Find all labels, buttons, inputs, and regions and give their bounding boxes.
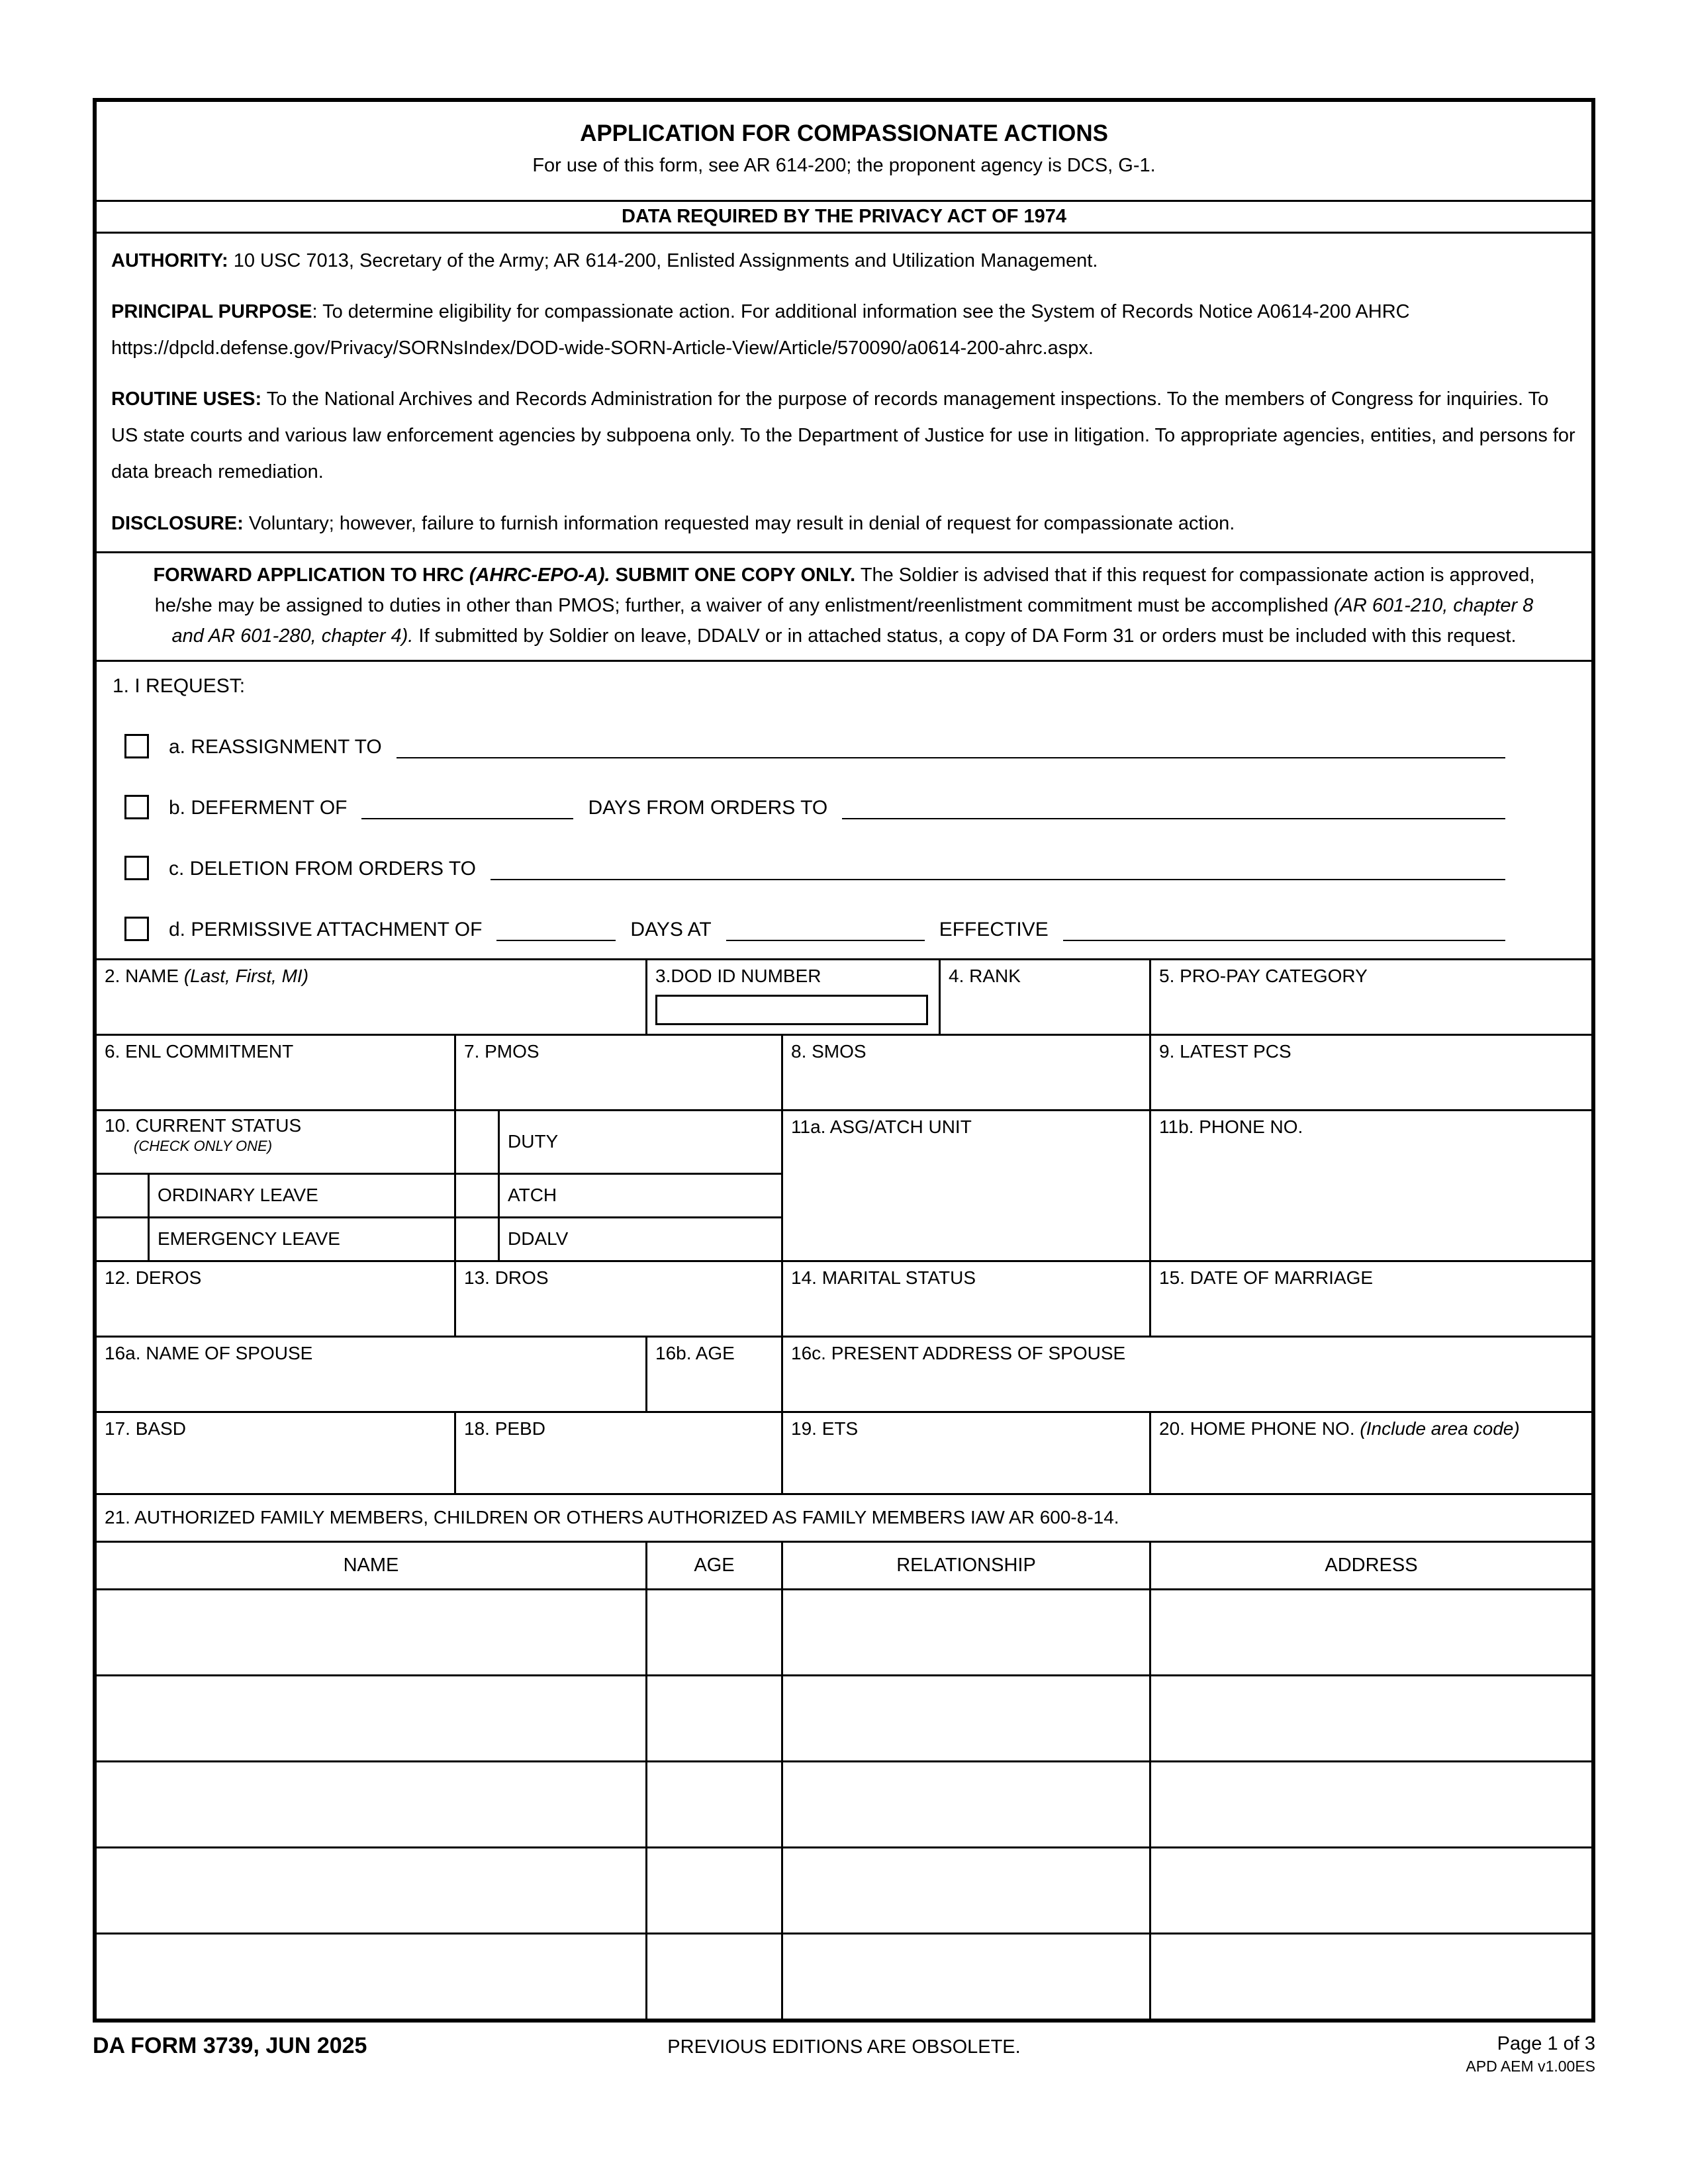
deferment-orders-to-input[interactable] [842,796,1505,819]
page-footer [93,2033,1595,2075]
family-name-cell[interactable] [97,1676,645,1760]
status-atch-label: ATCH [498,1175,781,1216]
deletion-orders-to-input[interactable] [491,856,1505,880]
deferment-label: b. DEFERMENT OF [169,796,348,819]
check-only-one-label: (CHECK ONLY ONE) [134,1137,273,1154]
status-duty-checkbox[interactable] [454,1111,498,1173]
status-row-emergency-ddalv [97,1216,781,1260]
deros-field[interactable] [97,1262,454,1336]
family-age-cell[interactable] [645,1848,781,1933]
status-ddalv-label: DDALV [498,1218,781,1260]
privacy-act-banner: DATA REQUIRED BY THE PRIVACY ACT OF 1974 [97,200,1591,232]
row-spouse [97,1336,1591,1411]
principal-purpose-label: PRINCIPAL PURPOSE [111,301,312,323]
family-address-cell[interactable] [1149,1762,1591,1846]
row-name-rank [97,958,1591,1034]
routine-uses-label: ROUTINE USES: [111,388,262,410]
status-emergency-leave-label: EMERGENCY LEAVE [148,1218,454,1260]
home-phone-field[interactable] [1149,1413,1591,1493]
family-col-address: ADDRESS [1149,1543,1591,1588]
deferment-checkbox[interactable] [124,795,149,819]
family-name-cell[interactable] [97,1934,645,2019]
form-subtitle: For use of this form, see AR 614-200; the proponent agency is DCS, G-1. [532,155,1156,176]
status-row-duty [97,1111,781,1173]
obsolete-note: PREVIOUS EDITIONS ARE OBSOLETE. [667,2036,1021,2058]
disclosure-statement [111,506,1577,542]
apd-version: APD AEM v1.00ES [1466,2057,1596,2075]
family-relationship-cell[interactable] [781,1848,1149,1933]
deferment-orders-label: DAYS FROM ORDERS TO [588,796,828,819]
name-field[interactable] [97,960,645,1034]
pro-pay-field[interactable] [1149,960,1591,1034]
family-members-label: 21. AUTHORIZED FAMILY MEMBERS, CHILDREN OR OTHERS AUTHORIZED AS FAMILY MEMBERS IAW AR 600-8-14. [105,1507,1119,1528]
pro-pay-label: 5. PRO-PAY CATEGORY [1159,965,1368,986]
home-phone-label: 20. HOME PHONE NO. [1159,1418,1360,1439]
smos-field[interactable] [781,1036,1149,1109]
spouse-age-field[interactable] [645,1338,781,1411]
forward-italic: (AR 601-210, chapter 8 and AR 601-280, chapter 4). [171,595,1534,647]
row-current-status [97,1109,1591,1260]
row-basd-phone [97,1411,1591,1493]
spouse-name-label: 16a. NAME OF SPOUSE [105,1342,313,1363]
asg-atch-unit-label: 11a. ASG/ATCH UNIT [791,1116,972,1137]
basd-field[interactable] [97,1413,454,1493]
request-row-b [124,795,1505,819]
family-relationship-cell[interactable] [781,1934,1149,2019]
family-col-relationship: RELATIONSHIP [781,1543,1149,1588]
family-address-cell[interactable] [1149,1590,1591,1674]
pebd-field[interactable] [454,1413,781,1493]
request-row-c [124,856,1505,880]
pebd-label: 18. PEBD [464,1418,545,1439]
marital-status-label: 14. MARITAL STATUS [791,1267,976,1288]
row-enl-pcs [97,1034,1591,1109]
reassignment-to-input[interactable] [397,735,1505,758]
family-table-row [97,1846,1591,1933]
dros-label: 13. DROS [464,1267,549,1288]
family-address-cell[interactable] [1149,1848,1591,1933]
family-table-row [97,1588,1591,1674]
footer-right [1094,2033,1595,2075]
pmos-label: 7. PMOS [464,1040,539,1062]
family-col-age: AGE [645,1543,781,1588]
current-status-block [97,1111,781,1260]
family-name-cell[interactable] [97,1848,645,1933]
reassignment-label: a. REASSIGNMENT TO [169,735,382,758]
authority-text: 10 USC 7013, Secretary of the Army; AR 614-200, Enlisted Assignments and Utilization Management. [228,250,1098,271]
deletion-label: c. DELETION FROM ORDERS TO [169,857,476,880]
form-header [97,102,1591,200]
ets-label: 19. ETS [791,1418,859,1439]
status-ordinary-leave-checkbox[interactable] [97,1175,148,1216]
family-name-cell[interactable] [97,1590,645,1674]
dod-id-field[interactable] [645,960,939,1034]
deros-label: 12. DEROS [105,1267,202,1288]
spouse-address-label: 16c. PRESENT ADDRESS OF SPOUSE [791,1342,1126,1363]
deletion-checkbox[interactable] [124,856,149,880]
pmos-field[interactable] [454,1036,781,1109]
page-number: Page 1 of 3 [1497,2032,1596,2054]
spouse-name-field[interactable] [97,1338,645,1411]
family-members-section-label [97,1493,1591,1541]
request-section [97,660,1591,958]
date-of-marriage-label: 15. DATE OF MARRIAGE [1159,1267,1374,1288]
dod-id-label: 3.DOD ID NUMBER [655,965,821,986]
attachment-effective-date-input[interactable] [1063,917,1505,941]
family-table-header [97,1541,1591,1588]
routine-uses-text: To the National Archives and Records Administration for the purpose of records management inspections. To the members of Congress for inquiries. To US state courts and various law enforcement agencies by subpoena only. To the Department of Justice for use in litigation. To appropriate agencies, entities, and persons for data breach remediation. [111,388,1575,483]
request-row-d [124,917,1505,941]
forward-bold-2: SUBMIT ONE COPY ONLY. [610,564,856,586]
home-phone-label-italic: (Include area code) [1360,1418,1520,1439]
latest-pcs-field[interactable] [1149,1036,1591,1109]
permissive-attachment-label: d. PERMISSIVE ATTACHMENT OF [169,918,483,940]
authority-statement [111,243,1577,279]
forwarding-instructions [97,551,1591,660]
disclosure-label: DISCLOSURE: [111,512,244,534]
status-atch-checkbox[interactable] [454,1175,498,1216]
dros-field[interactable] [454,1262,781,1336]
spouse-age-label: 16b. AGE [655,1342,735,1363]
disclosure-text: Voluntary; however, failure to furnish information requested may result in denial of request for compassionate action. [243,512,1235,534]
ets-field[interactable] [781,1413,1149,1493]
forward-bold-1: FORWARD APPLICATION TO HRC [153,564,469,586]
status-ordinary-leave-label: ORDINARY LEAVE [148,1175,454,1216]
family-relationship-cell[interactable] [781,1676,1149,1760]
rank-field[interactable] [939,960,1149,1034]
family-relationship-cell[interactable] [781,1590,1149,1674]
row-deros-marriage [97,1260,1591,1336]
privacy-statements [97,232,1591,551]
date-of-marriage-field[interactable] [1149,1262,1591,1336]
forward-bold-italic: (AHRC-EPO-A). [469,564,610,586]
family-address-cell[interactable] [1149,1934,1591,2019]
phone-no-label: 11b. PHONE NO. [1159,1116,1303,1137]
status-row-ordinary-atch [97,1173,781,1216]
family-age-cell[interactable] [645,1762,781,1846]
name-label-italic: (Last, First, MI) [183,965,309,986]
family-table-row [97,1933,1591,2019]
family-age-cell[interactable] [645,1934,781,2019]
family-name-cell[interactable] [97,1762,645,1846]
attachment-days-at-label: DAYS AT [630,918,712,940]
basd-label: 17. BASD [105,1418,186,1439]
principal-purpose-statement [111,294,1577,367]
family-table-row [97,1674,1591,1760]
enl-commitment-field[interactable] [97,1036,454,1109]
dod-id-input[interactable] [655,995,928,1025]
permissive-attachment-checkbox[interactable] [124,917,149,941]
principal-purpose-text: : To determine eligibility for compassionate action. For additional information see the System of Records Notice A0614-200 AHRC https://dpcld.defense.gov/Privacy/SORNsIndex/DOD-wide-SORN-Article-View/Article/570090/a0614-200-ahrc.aspx. [111,301,1410,359]
form-title: APPLICATION FOR COMPASSIONATE ACTIONS [580,120,1108,146]
phone-no-field[interactable] [1149,1111,1591,1260]
routine-uses-statement [111,381,1577,490]
current-status-header [97,1111,454,1173]
status-ddalv-checkbox[interactable] [454,1218,498,1260]
family-age-cell[interactable] [645,1590,781,1674]
da-form-3739 [93,98,1595,2023]
reassignment-checkbox[interactable] [124,734,149,758]
family-age-cell[interactable] [645,1676,781,1760]
family-address-cell[interactable] [1149,1676,1591,1760]
enl-commitment-label: 6. ENL COMMITMENT [105,1040,294,1062]
form-number: DA FORM 3739, JUN 2025 [93,2032,367,2058]
request-row-a [124,734,1505,758]
latest-pcs-label: 9. LATEST PCS [1159,1040,1291,1062]
request-label: 1. I REQUEST: [113,674,246,697]
smos-label: 8. SMOS [791,1040,867,1062]
family-relationship-cell[interactable] [781,1762,1149,1846]
authority-label: AUTHORITY: [111,250,228,271]
family-col-name: NAME [343,1554,399,1576]
current-status-label: 10. CURRENT STATUS [105,1115,302,1136]
attachment-location-input[interactable] [726,917,925,941]
family-table-row [97,1760,1591,1846]
marital-status-field[interactable] [781,1262,1149,1336]
name-label: 2. NAME [105,965,184,986]
asg-atch-unit-field[interactable] [781,1111,1149,1260]
status-emergency-leave-checkbox[interactable] [97,1218,148,1260]
attachment-days-input[interactable] [496,917,616,941]
forward-text-1: The Soldier is advised that if this request for compassionate action is approved, he/she may be assigned to duties in other than PMOS; further, a waiver of any enlistment/reenlistment commitment must be accomplished [154,564,1535,617]
forward-text-2: If submitted by Soldier on leave, DDALV or in attached status, a copy of DA Form 31 or orders must be included with this request. [413,625,1517,647]
attachment-effective-label: EFFECTIVE [939,918,1049,940]
spouse-address-field[interactable] [781,1338,1591,1411]
status-duty-label: DUTY [498,1111,781,1173]
deferment-days-input[interactable] [361,796,573,819]
rank-label: 4. RANK [949,965,1021,986]
